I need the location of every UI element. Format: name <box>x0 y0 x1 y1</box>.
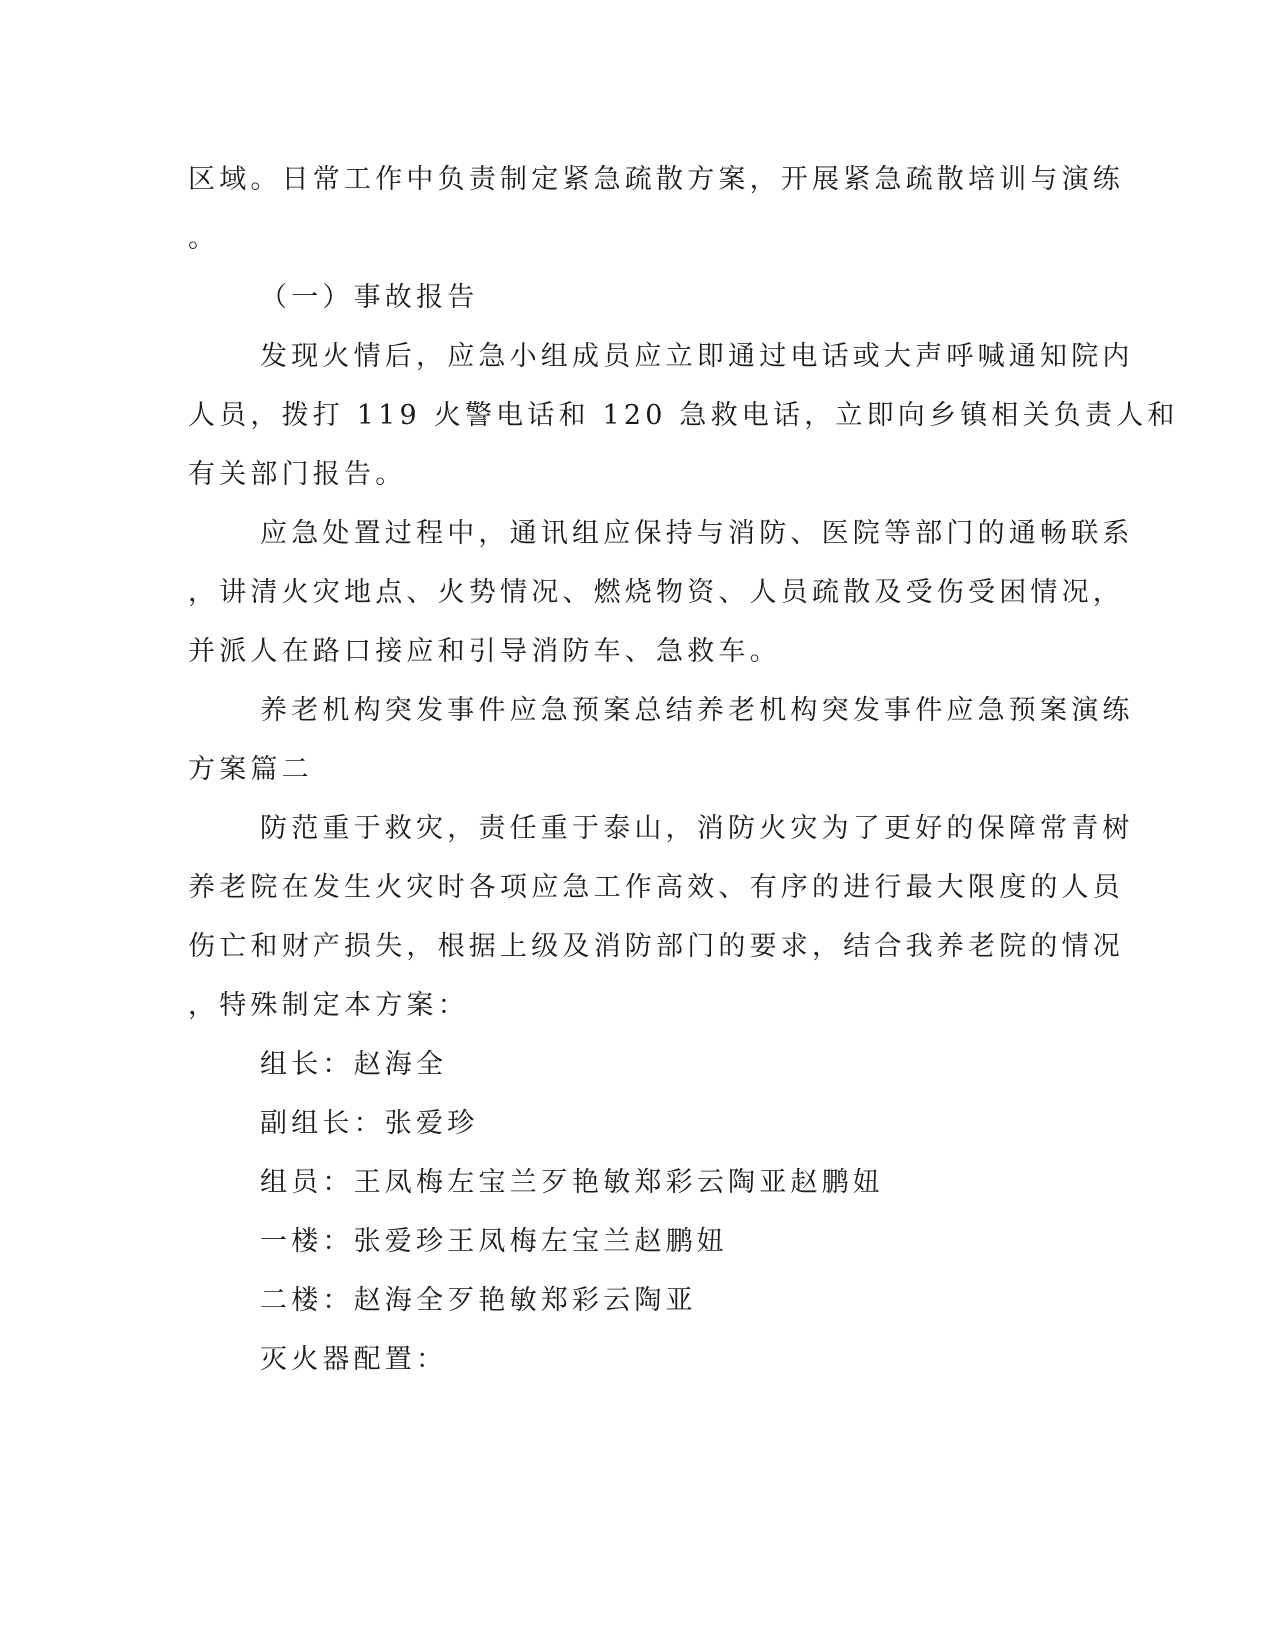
team-leader: 组长：赵海全 <box>260 1049 448 1080</box>
paragraph-line: 并派人在路口接应和引导消防车、急救车。 <box>188 636 781 667</box>
section-heading: （一）事故报告 <box>260 282 479 313</box>
first-floor-staff: 一楼：张爱珍王凤梅左宝兰赵鹏妞 <box>260 1226 728 1257</box>
paragraph-line: 发现火情后，应急小组成员应立即通过电话或大声呼喊通知院内 <box>260 341 1134 372</box>
paragraph-line: 伤亡和财产损失，根据上级及消防部门的要求，结合我养老院的情况 <box>188 931 1124 962</box>
section-title-line: 养老机构突发事件应急预案总结养老机构突发事件应急预案演练 <box>260 695 1134 726</box>
second-floor-staff: 二楼：赵海全歹艳敏郑彩云陶亚 <box>260 1285 697 1316</box>
paragraph-line: ，讲清火灾地点、火势情况、燃烧物资、人员疏散及受伤受困情况， <box>188 577 1124 608</box>
paragraph-line: ，特殊制定本方案： <box>188 990 469 1021</box>
section-title-line: 方案篇二 <box>188 754 313 785</box>
paragraph-line: 区域。日常工作中负责制定紧急疏散方案，开展紧急疏散培训与演练 <box>188 164 1124 195</box>
paragraph-line: 应急处置过程中，通讯组应保持与消防、医院等部门的通畅联系 <box>260 518 1134 549</box>
extinguisher-config-heading: 灭火器配置： <box>260 1344 448 1375</box>
team-members: 组员：王凤梅左宝兰歹艳敏郑彩云陶亚赵鹏妞 <box>260 1167 884 1198</box>
paragraph-line: 养老院在发生火灾时各项应急工作高效、有序的进行最大限度的人员 <box>188 872 1124 903</box>
paragraph-line: 人员，拨打 119 火警电话和 120 急救电话，立即向乡镇相关负责人和 <box>188 400 1179 431</box>
paragraph-line: 。 <box>188 223 220 254</box>
paragraph-line: 防范重于救灾，责任重于泰山，消防火灾为了更好的保障常青树 <box>260 813 1134 844</box>
paragraph-line: 有关部门报告。 <box>188 459 407 490</box>
deputy-leader: 副组长：张爱珍 <box>260 1108 479 1139</box>
